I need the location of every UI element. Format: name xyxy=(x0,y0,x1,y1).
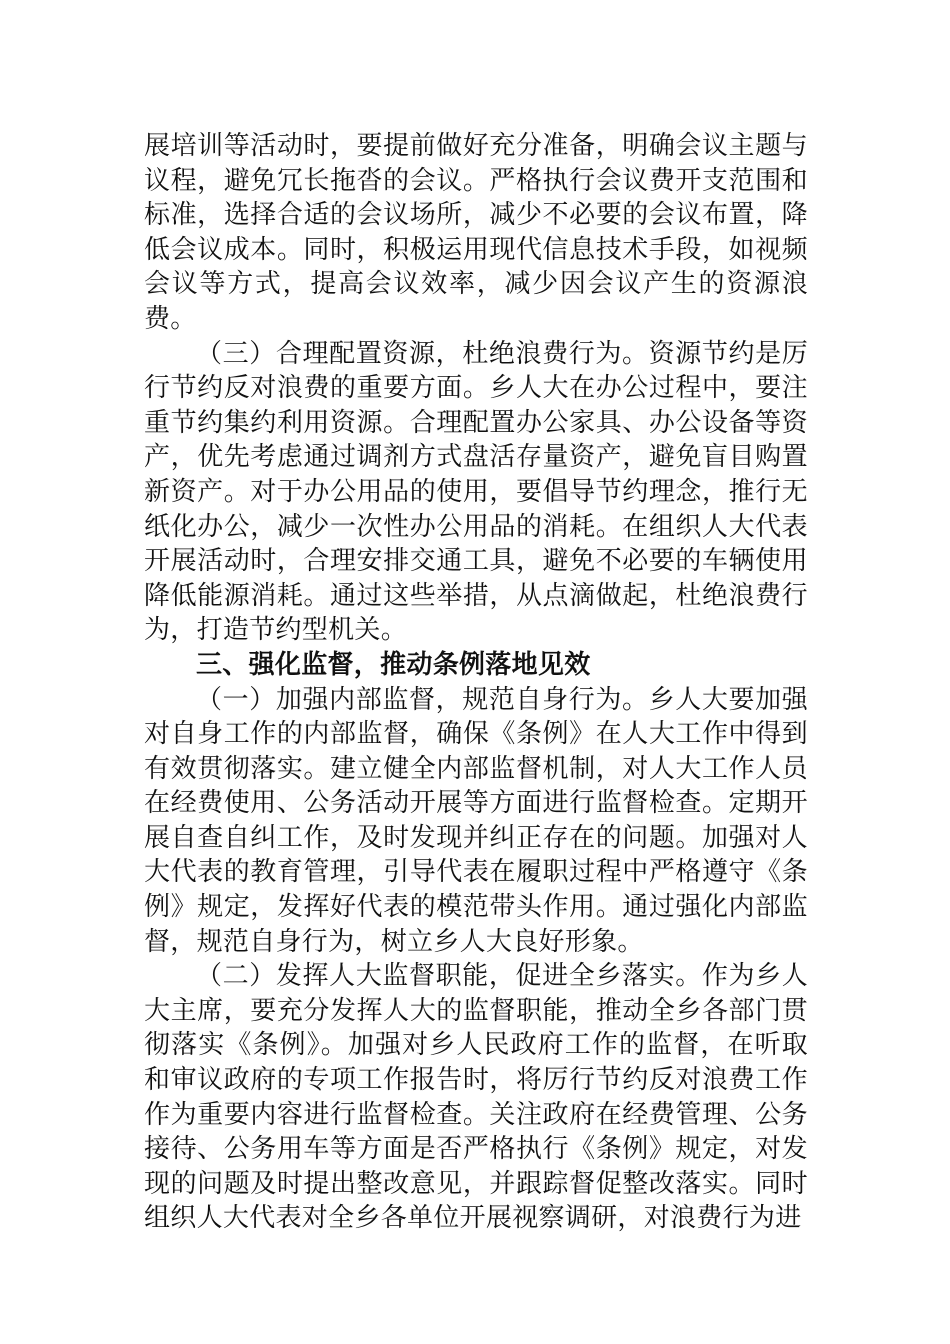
paragraph-internal-supervision: （一）加强内部监督，规范自身行为。乡人大要加强对自身工作的内部监督，确保《条例》在人大工作中得到有效贯彻落实。建立健全内部监督机制，对人大工作人员在经费使用、公务活动开展等方面进行监督检查。定期开展自查自纠工作，及时发现并纠正存在的问题。加强对人大代表的教育管理，引导代表在履职过程中严格遵守《条例》规定，发挥好代表的模范带头作用。通过强化内部监督，规范自身行为，树立乡人大良好形象。 xyxy=(144,684,808,957)
document-body xyxy=(144,129,808,1236)
paragraph-meeting-continued: 展培训等活动时，要提前做好充分准备，明确会议主题与议程，避免冗长拖沓的会议。严格执行会议费开支范围和标准，选择合适的会议场所，减少不必要的会议布置，降低会议成本。同时，积极运用现代信息技术手段，如视频会议等方式，提高会议效率，减少因会议产生的资源浪费。 xyxy=(144,131,808,334)
paragraph-resource-allocation: （三）合理配置资源，杜绝浪费行为。资源节约是厉行节约反对浪费的重要方面。乡人大在办公过程中，要注重节约集约利用资源。合理配置办公家具、办公设备等资产，优先考虑通过调剂方式盘活存量资产，避免盲目购置新资产。对于办公用品的使用，要倡导节约理念，推行无纸化办公，减少一次性办公用品的消耗。在组织人大代表开展活动时，合理安排交通工具，避免不必要的车辆使用降低能源消耗。通过这些举措，从点滴做起，杜绝浪费行为，打造节约型机关。 xyxy=(144,338,808,646)
section-heading-supervision: 三、强化监督，推动条例落地见效 xyxy=(196,649,591,680)
paragraph-npc-supervision: （二）发挥人大监督职能，促进全乡落实。作为乡人大主席，要充分发挥人大的监督职能，推动全乡各部门贯彻落实《条例》。加强对乡人民政府工作的监督，在听取和审议政府的专项工作报告时，将厉行节约反对浪费工作作为重要内容进行监督检查。关注政府在经费管理、公务接待、公务用车等方面是否严格执行《条例》规定，对发现的问题及时提出整改意见，并跟踪督促整改落实。同时组织人大代表对全乡各单位开展视察调研，对浪费行为进 xyxy=(144,961,808,1234)
